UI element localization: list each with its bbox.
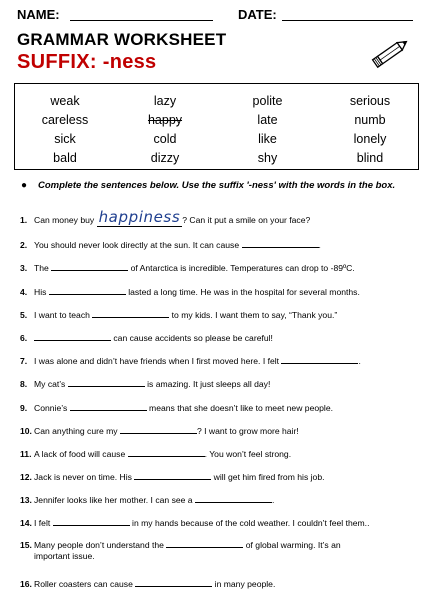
answer-blank[interactable] [166, 539, 243, 548]
word-box-item: serious [349, 94, 391, 108]
question-text: Many people don’t understand the [34, 540, 167, 550]
question-text: is amazing. It just sleeps all day! [144, 379, 271, 389]
answer-blank[interactable] [120, 425, 197, 434]
question-number: 9. [20, 403, 28, 413]
word-box [14, 83, 419, 170]
question-number: 2. [20, 240, 28, 250]
question-text: can cause accidents so please be careful! [111, 333, 273, 343]
answer-blank[interactable] [281, 355, 361, 366]
question-text: I felt [34, 518, 53, 528]
answer-blank[interactable] [51, 262, 128, 271]
question-number: 15. [20, 540, 32, 550]
instruction-text: Complete the sentences below. Use the suffix '-ness' with the words in the box. [38, 180, 396, 191]
name-date-row [17, 7, 417, 23]
word-box-item: cold [153, 132, 177, 146]
question-text: You should never look directly at the sun. It can cause [34, 240, 242, 250]
question-text: The [34, 263, 52, 273]
question-item [20, 262, 420, 274]
question-text: His [34, 287, 49, 297]
question-text: of global warming. It’s an [243, 540, 341, 550]
answer-blank[interactable] [34, 332, 111, 341]
question-item [20, 378, 420, 390]
question-number: 8. [20, 379, 28, 389]
answer-blank[interactable] [128, 448, 205, 457]
word-box-item: blind [356, 151, 384, 165]
question-text: ? Can it put a smile on your face? [182, 215, 311, 225]
question-text: I want to teach [34, 310, 93, 320]
answer-blank[interactable] [134, 471, 211, 480]
question-item [20, 539, 420, 562]
date-field[interactable] [282, 20, 413, 21]
question-number: 14. [20, 518, 32, 528]
word-box-item: bald [53, 151, 77, 165]
question-text: to my kids. I want them to say, “Thank you.” [169, 310, 338, 320]
pencil-icon [369, 35, 413, 71]
question-text: Jack is never on time. His [34, 472, 135, 482]
question-text: of Antarctica is incredible. Temperatures can drop to -89ºC. [128, 263, 355, 273]
question-number: 5. [20, 310, 28, 320]
date-label: DATE: [238, 7, 277, 22]
question-text: Can anything cure my [34, 426, 120, 436]
bullet-icon: ● [21, 180, 28, 191]
answer-blank[interactable] [135, 578, 212, 587]
word-box-item: careless [41, 113, 89, 127]
answer-blank[interactable] [70, 402, 147, 411]
question-text: Connie’s [34, 403, 70, 413]
question-number: 16. [20, 579, 32, 589]
answer-blank[interactable] [53, 517, 130, 526]
question-number: 3. [20, 263, 28, 273]
question-item [20, 494, 420, 506]
question-number: 13. [20, 495, 32, 505]
question-number: 12. [20, 472, 32, 482]
answer-blank[interactable] [49, 286, 126, 295]
word-box-item: lonely [353, 132, 387, 146]
question-item [20, 332, 420, 344]
word-box-item: numb [354, 113, 386, 127]
worksheet-title: GRAMMAR WORKSHEET [17, 30, 227, 49]
question-text: Can money buy [34, 215, 97, 225]
question-text: Jennifer looks like her mother. I can see a [34, 495, 195, 505]
question-text: in my hands because of the cold weather. I couldn’t feel them.. [129, 518, 370, 528]
question-number: 7. [20, 356, 28, 366]
question-text: ? I want to grow more hair! [196, 426, 299, 436]
question-text: . You won’t feel strong. [204, 449, 292, 459]
question-item [20, 286, 420, 298]
question-item [20, 309, 420, 321]
answer-blank[interactable] [195, 494, 275, 505]
worksheet-subtitle: SUFFIX: -ness [17, 51, 157, 73]
question-number: 1. [20, 215, 28, 225]
question-number: 11. [20, 449, 32, 459]
word-box-item: sick [54, 132, 76, 146]
question-item [20, 425, 420, 437]
question-text: My cat’s [34, 379, 68, 389]
word-grid [15, 92, 418, 168]
question-number: 6. [20, 333, 28, 343]
question-text: . [358, 356, 361, 366]
word-box-item: dizzy [150, 151, 180, 165]
question-item [20, 208, 420, 226]
question-text-continued: important issue. [34, 551, 95, 561]
question-text: will get him fired from his job. [211, 472, 325, 482]
word-box-item: happy [147, 113, 183, 127]
name-label: NAME: [17, 7, 60, 22]
answer-blank[interactable] [68, 378, 145, 387]
question-item [20, 578, 420, 590]
word-box-item: weak [50, 94, 80, 108]
question-item [20, 402, 420, 414]
question-item [20, 471, 420, 483]
question-text: I was alone and didn’t have friends when I first moved here. I felt [34, 356, 282, 366]
answer-blank[interactable] [92, 309, 169, 318]
question-item [20, 239, 420, 251]
word-box-item: late [257, 113, 278, 127]
answer-handwritten[interactable]: happiness [98, 208, 181, 226]
question-text: lasted a long time. He was in the hospital for several months. [125, 287, 360, 297]
question-text: in many people. [212, 579, 276, 589]
question-item [20, 355, 420, 367]
question-text: A lack of food will cause [34, 449, 128, 459]
question-item [20, 448, 420, 460]
question-text: . [318, 240, 321, 250]
question-number: 10. [20, 426, 32, 436]
question-item [20, 517, 420, 529]
word-box-item: like [258, 132, 277, 146]
question-number: 4. [20, 287, 28, 297]
name-field[interactable] [70, 20, 213, 21]
word-box-item: shy [257, 151, 278, 165]
question-text: means that she doesn’t like to meet new people. [146, 403, 333, 413]
answer-blank[interactable] [242, 239, 319, 248]
question-text: Roller coasters can cause [34, 579, 136, 589]
word-box-item: lazy [153, 94, 177, 108]
word-box-item: polite [252, 94, 283, 108]
question-text: . [271, 495, 275, 505]
